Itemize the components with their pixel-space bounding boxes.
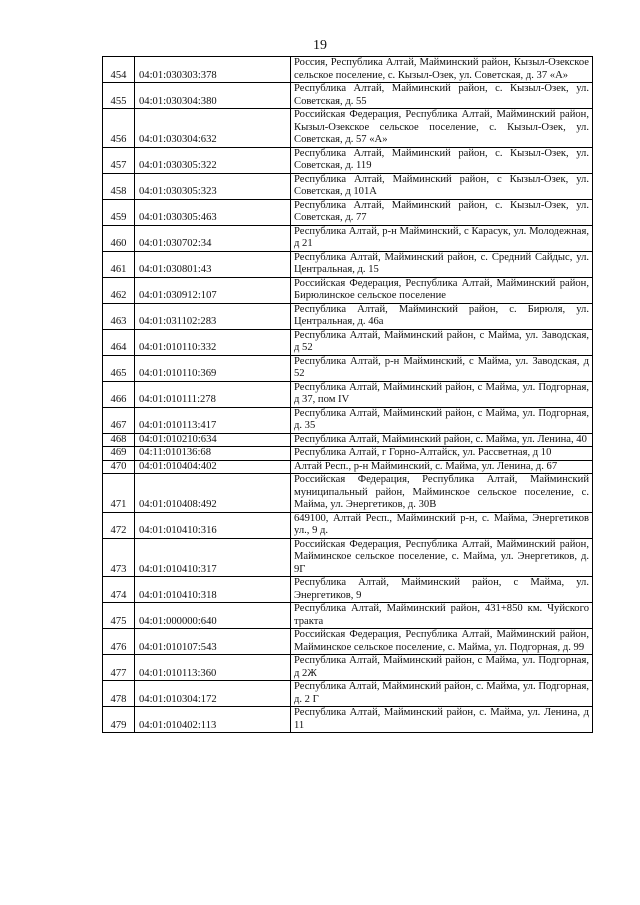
row-number-cell: 475 <box>103 603 135 629</box>
table-row <box>103 225 593 251</box>
cadastral-number-cell: 04:01:010402:113 <box>135 707 291 733</box>
address-cell: Республика Алтай, Майминский район, с Майма, ул. Подгорная, д 37, пом IV <box>291 381 593 407</box>
table-row <box>103 577 593 603</box>
row-number-cell: 454 <box>103 57 135 83</box>
table-row <box>103 147 593 173</box>
table-row <box>103 277 593 303</box>
cadastral-number-cell: 04:01:010304:172 <box>135 681 291 707</box>
table-row <box>103 655 593 681</box>
cadastral-number-cell: 04:01:010113:417 <box>135 407 291 433</box>
cadastral-number-cell: 04:01:010107:543 <box>135 629 291 655</box>
cadastral-number-cell: 04:01:010111:278 <box>135 381 291 407</box>
address-cell: Алтай Респ., р-н Майминский, с. Майма, ул. Ленина, д. 67 <box>291 460 593 474</box>
row-number-cell: 455 <box>103 83 135 109</box>
row-number-cell: 472 <box>103 512 135 538</box>
table-row <box>103 603 593 629</box>
address-cell: 649100, Алтай Респ., Майминский р-н, с. Майма, Энергетиков ул., 9 д. <box>291 512 593 538</box>
address-cell: Российская Федерация, Республика Алтай, Майминский муниципальный район, Майминское сельское поселение, с. Майма, ул. Энергетиков, д. 30В <box>291 474 593 513</box>
table-row <box>103 173 593 199</box>
row-number-cell: 471 <box>103 474 135 513</box>
row-number-cell: 479 <box>103 707 135 733</box>
cadastral-number-cell: 04:01:030305:323 <box>135 173 291 199</box>
cadastral-number-cell: 04:01:010110:332 <box>135 329 291 355</box>
address-cell: Республика Алтай, Майминский район, с. Майма, ул. Ленина, д 11 <box>291 707 593 733</box>
cadastral-number-cell: 04:01:030912:107 <box>135 277 291 303</box>
address-cell: Республика Алтай, Майминский район, с Майма, ул. Подгорная, д 2Ж <box>291 655 593 681</box>
address-cell: Российская Федерация, Республика Алтай, Майминский район, Кызыл-Озекское сельское поселение, с. Кызыл-Озек, ул. Советская, д. 57 «А» <box>291 109 593 148</box>
row-number-cell: 456 <box>103 109 135 148</box>
table-row <box>103 381 593 407</box>
cadastral-number-cell: 04:01:010110:369 <box>135 355 291 381</box>
address-cell: Республика Алтай, Майминский район, 431+850 км. Чуйского тракта <box>291 603 593 629</box>
property-table <box>102 56 593 733</box>
table-row <box>103 251 593 277</box>
row-number-cell: 466 <box>103 381 135 407</box>
row-number-cell: 462 <box>103 277 135 303</box>
table-row <box>103 407 593 433</box>
row-number-cell: 468 <box>103 433 135 447</box>
address-cell: Республика Алтай, Майминский район, с. Кызыл-Озек, ул. Советская, д. 119 <box>291 147 593 173</box>
address-cell: Республика Алтай, Майминский район, с. Бирюля, ул. Центральная, д. 46а <box>291 303 593 329</box>
row-number-cell: 474 <box>103 577 135 603</box>
row-number-cell: 459 <box>103 199 135 225</box>
cadastral-number-cell: 04:01:010410:317 <box>135 538 291 577</box>
table-row <box>103 707 593 733</box>
table-row <box>103 199 593 225</box>
row-number-cell: 460 <box>103 225 135 251</box>
page-number: 19 <box>313 38 327 53</box>
table-row <box>103 447 593 461</box>
row-number-cell: 464 <box>103 329 135 355</box>
table-row <box>103 538 593 577</box>
table-row <box>103 355 593 381</box>
row-number-cell: 477 <box>103 655 135 681</box>
address-cell: Республика Алтай, Майминский район, с. Кызыл-Озек, ул. Советская, д. 77 <box>291 199 593 225</box>
row-number-cell: 473 <box>103 538 135 577</box>
cadastral-number-cell: 04:01:000000:640 <box>135 603 291 629</box>
table-row <box>103 474 593 513</box>
table-row <box>103 303 593 329</box>
row-number-cell: 457 <box>103 147 135 173</box>
cadastral-number-cell: 04:11:010136:68 <box>135 447 291 461</box>
cadastral-number-cell: 04:01:030305:463 <box>135 199 291 225</box>
cadastral-number-cell: 04:01:010408:492 <box>135 474 291 513</box>
address-cell: Республика Алтай, Майминский район, с Майма, ул. Заводская, д 52 <box>291 329 593 355</box>
address-cell: Республика Алтай, Майминский район, с Майма, ул. Подгорная, д. 35 <box>291 407 593 433</box>
table-row <box>103 329 593 355</box>
table-row <box>103 512 593 538</box>
row-number-cell: 463 <box>103 303 135 329</box>
address-cell: Республика Алтай, Майминский район, с Кызыл-Озек, ул. Советская, д 101А <box>291 173 593 199</box>
address-cell: Республика Алтай, Майминский район, с. Майма, ул. Подгорная, д. 2 Г <box>291 681 593 707</box>
row-number-cell: 461 <box>103 251 135 277</box>
row-number-cell: 469 <box>103 447 135 461</box>
cadastral-number-cell: 04:01:010404:402 <box>135 460 291 474</box>
cadastral-number-cell: 04:01:030303:378 <box>135 57 291 83</box>
table-row <box>103 460 593 474</box>
cadastral-number-cell: 04:01:010410:318 <box>135 577 291 603</box>
address-cell: Российская Федерация, Республика Алтай, Майминский район, Бирюлинское сельское поселение <box>291 277 593 303</box>
cadastral-number-cell: 04:01:031102:283 <box>135 303 291 329</box>
cadastral-number-cell: 04:01:030304:632 <box>135 109 291 148</box>
table-row <box>103 433 593 447</box>
cadastral-number-cell: 04:01:030305:322 <box>135 147 291 173</box>
address-cell: Республика Алтай, р-н Майминский, с Карасук, ул. Молодежная, д 21 <box>291 225 593 251</box>
row-number-cell: 465 <box>103 355 135 381</box>
cadastral-number-cell: 04:01:010410:316 <box>135 512 291 538</box>
cadastral-number-cell: 04:01:030801:43 <box>135 251 291 277</box>
address-cell: Республика Алтай, Майминский район, с. Средний Сайдыс, ул. Центральная, д. 15 <box>291 251 593 277</box>
address-cell: Республика Алтай, Майминский район, с Майма, ул. Энергетиков, 9 <box>291 577 593 603</box>
address-cell: Российская Федерация, Республика Алтай, Майминский район, Майминское сельское поселение, с. Майма, ул. Энергетиков, д. 9Г <box>291 538 593 577</box>
row-number-cell: 476 <box>103 629 135 655</box>
table-body <box>103 57 593 733</box>
cadastral-number-cell: 04:01:030702:34 <box>135 225 291 251</box>
address-cell: Россия, Республика Алтай, Майминский район, Кызыл-Озекское сельское поселение, с. Кызыл-Озек, ул. Советская, д. 37 «А» <box>291 57 593 83</box>
row-number-cell: 467 <box>103 407 135 433</box>
cadastral-number-cell: 04:01:010113:360 <box>135 655 291 681</box>
cadastral-number-cell: 04:01:010210:634 <box>135 433 291 447</box>
address-cell: Республика Алтай, г Горно-Алтайск, ул. Рассветная, д 10 <box>291 447 593 461</box>
cadastral-number-cell: 04:01:030304:380 <box>135 83 291 109</box>
table-row <box>103 109 593 148</box>
address-cell: Республика Алтай, Майминский район, с. Кызыл-Озек, ул. Советская, д. 55 <box>291 83 593 109</box>
row-number-cell: 478 <box>103 681 135 707</box>
table-row <box>103 83 593 109</box>
table-row <box>103 629 593 655</box>
row-number-cell: 470 <box>103 460 135 474</box>
table-row <box>103 57 593 83</box>
address-cell: Российская Федерация, Республика Алтай, Майминский район, Майминское сельское поселение, с. Майма, ул. Подгорная, д. 99 <box>291 629 593 655</box>
address-cell: Республика Алтай, Майминский район, с. Майма, ул. Ленина, 40 <box>291 433 593 447</box>
address-cell: Республика Алтай, р-н Майминский, с Майма, ул. Заводская, д 52 <box>291 355 593 381</box>
row-number-cell: 458 <box>103 173 135 199</box>
table-row <box>103 681 593 707</box>
